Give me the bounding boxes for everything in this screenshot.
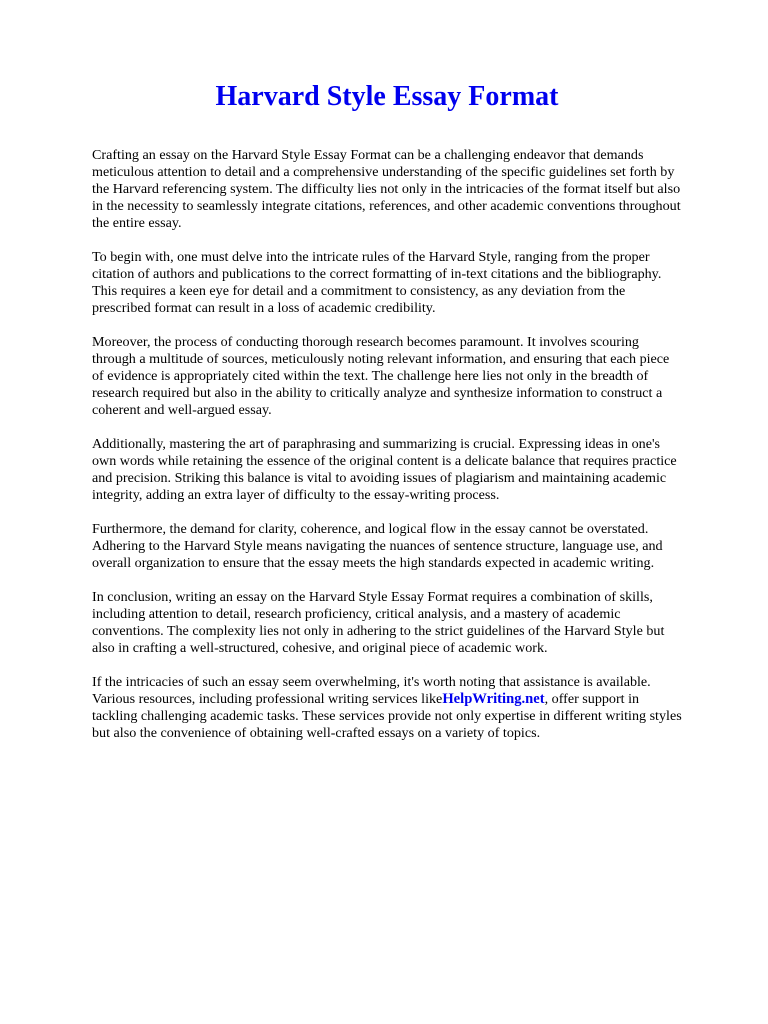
paragraph-clarity: Furthermore, the demand for clarity, coherence, and logical flow in the essay cannot be overstated. Adhering to the Harvard Style means navigating the nuances of sentence structure, language use, and overall organization to ensure that the essay meets the high standards expected in academic writing. xyxy=(92,521,663,571)
assistance-text-before-link: If the intricacies of such an essay seem overwhelming, it's worth noting that assistance is available. Various resources, including professional writing services like xyxy=(92,674,651,707)
paragraph-research: Moreover, the process of conducting thorough research becomes paramount. It involves scouring through a multitude of sources, meticulously noting relevant information, and ensuring that each piece of evidence is appropriately cited within the text. The challenge here lies not only in the breadth of research required but also in the ability to critically analyze and synthesize information to construct a coherent and well-argued essay. xyxy=(92,334,670,418)
helpwriting-link[interactable]: HelpWriting.net xyxy=(442,691,545,707)
paragraph-conclusion: In conclusion, writing an essay on the Harvard Style Essay Format requires a combination of skills, including attention to detail, research proficiency, critical analysis, and a mastery of academic conventions. The complexity lies not only in adhering to the strict guidelines of the Harvard Style but also in crafting a well-structured, cohesive, and original piece of academic work. xyxy=(92,589,665,656)
paragraph-intro: Crafting an essay on the Harvard Style Essay Format can be a challenging endeavor that demands meticulous attention to detail and a comprehensive understanding of the specific guidelines set forth by the Harvard referencing system. The difficulty lies not only in the intricacies of the format itself but also in the necessity to seamlessly integrate citations, references, and other academic conventions throughout the entire essay. xyxy=(92,147,681,231)
assistance-text-after-link: , offer support in tackling challenging academic tasks. These services provide not only expertise in different writing styles but also the convenience of obtaining well-crafted essays on a variety of topics. xyxy=(92,691,682,741)
page-title: Harvard Style Essay Format xyxy=(215,81,559,112)
paragraph-assistance xyxy=(92,674,682,742)
paragraph-paraphrasing: Additionally, mastering the art of paraphrasing and summarizing is crucial. Expressing ideas in one's own words while retaining the essence of the original content is a delicate balance that requires practice and precision. Striking this balance is vital to avoiding issues of plagiarism and maintaining academic integrity, adding an extra layer of difficulty to the essay-writing process. xyxy=(92,436,677,503)
paragraph-rules: To begin with, one must delve into the intricate rules of the Harvard Style, ranging from the proper citation of authors and publications to the correct formatting of in-text citations and the bibliography. This requires a keen eye for detail and a commitment to consistency, as any deviation from the prescribed format can result in a loss of academic credibility. xyxy=(92,249,662,316)
